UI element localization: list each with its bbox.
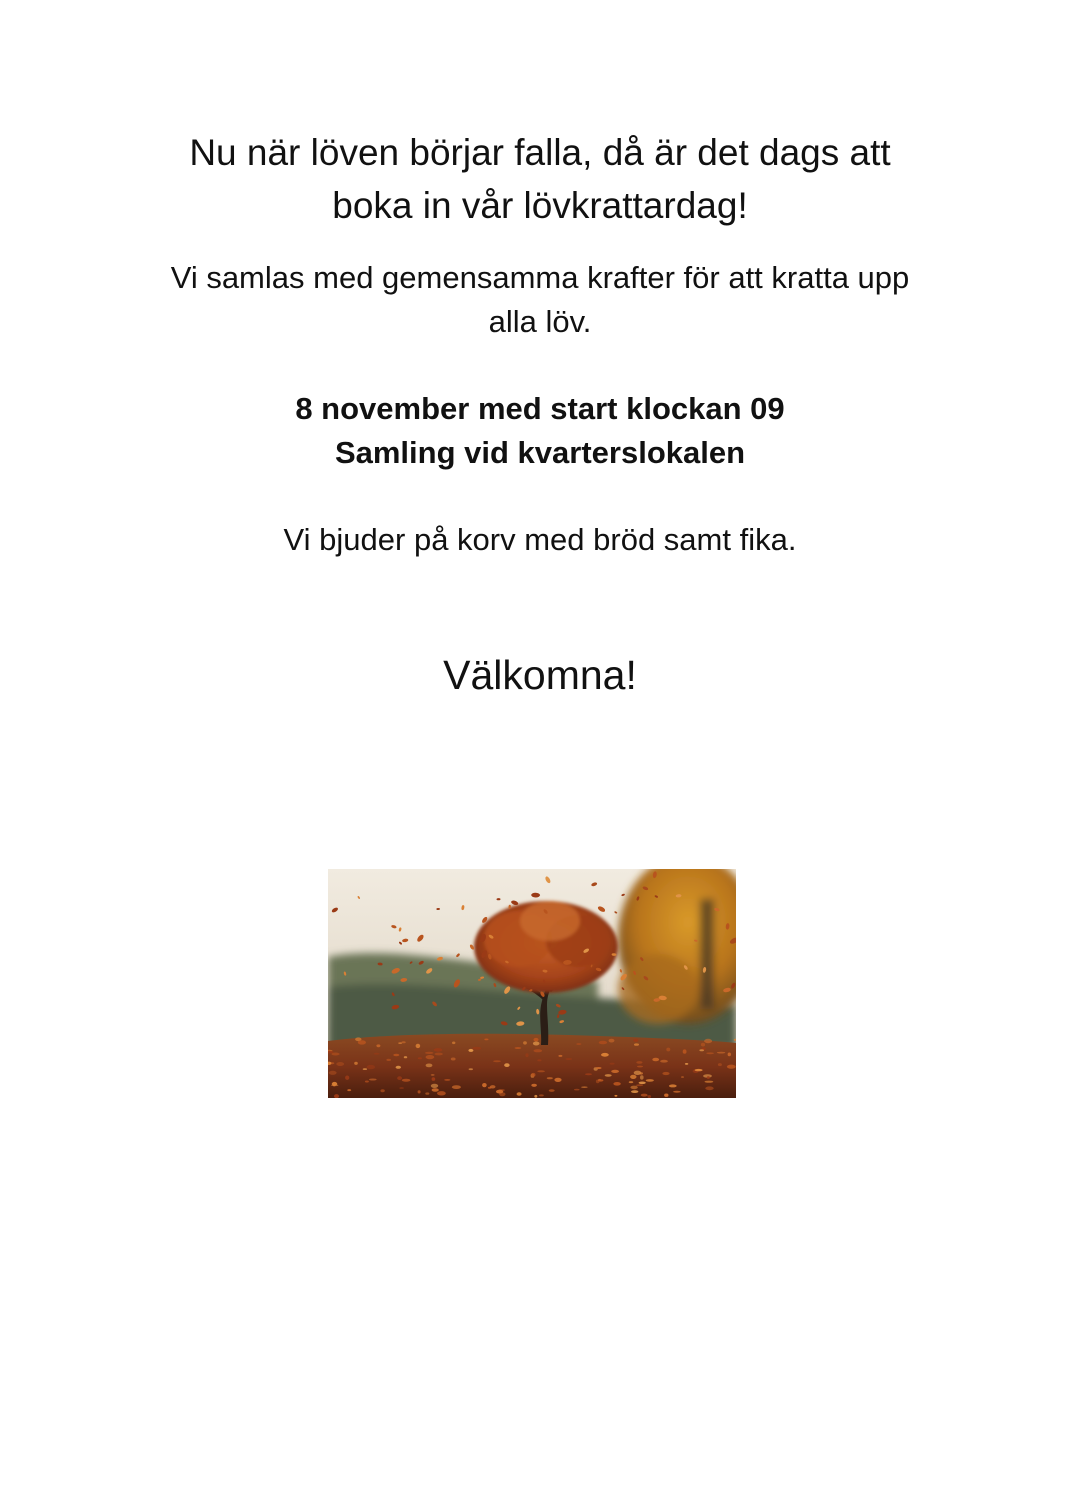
ground-leaf [717, 1052, 725, 1054]
ground-leaf [386, 1059, 391, 1061]
ground-leaf [426, 1055, 435, 1059]
autumn-tree-image [328, 869, 736, 1098]
ground-leaf [402, 1041, 406, 1043]
ground-leaf [482, 1083, 487, 1087]
ground-leaf [404, 1056, 407, 1058]
ground-leaf [426, 1064, 433, 1068]
ground-leaf [431, 1084, 438, 1088]
ground-leaf [425, 1052, 434, 1054]
ground-leaf [728, 1053, 731, 1057]
ground-leaf [437, 1091, 446, 1095]
ground-leaf [695, 1069, 703, 1071]
ground-leaf [525, 1053, 528, 1057]
ground-leaf [585, 1073, 592, 1075]
event-location: Samling vid kvarterslokalen [334, 435, 746, 470]
ground-leaf [523, 1041, 527, 1044]
ground-leaf [452, 1085, 461, 1089]
background-tree [618, 869, 736, 1024]
ground-leaf [331, 1084, 338, 1086]
ground-leaf [701, 1043, 705, 1047]
ground-leaf [490, 1085, 496, 1088]
ground-leaf [537, 1059, 541, 1061]
ground-leaf [706, 1052, 714, 1054]
ground-leaf [431, 1074, 435, 1076]
ground-leaf [681, 1076, 684, 1078]
ground-leaf [565, 1058, 572, 1060]
ground-leaf [574, 1089, 580, 1091]
ground-leaf [418, 1057, 422, 1059]
ground-leaf [399, 1087, 404, 1089]
ground-leaf [634, 1043, 639, 1045]
ground-leaf [496, 1090, 503, 1094]
ground-leaf [613, 1082, 620, 1086]
ground-leaf [599, 1041, 607, 1045]
gather-line-1: Vi samlas med gemensamma krafter för att kratta upp [170, 260, 910, 295]
ground-leaf [531, 1073, 535, 1077]
ground-leaf [365, 1081, 369, 1083]
ground-leaf [472, 1047, 481, 1050]
ground-leaf [396, 1066, 401, 1069]
ground-leaf [718, 1063, 722, 1066]
ground-leaf [537, 1070, 545, 1072]
offer-text: Vi bjuder på korv med bröd samt fika. [283, 522, 797, 557]
ground-leaf [630, 1075, 636, 1079]
ground-leaf [331, 1053, 339, 1056]
ground-leaf [367, 1065, 375, 1069]
gather-text [120, 256, 960, 344]
ground-leaf [347, 1089, 351, 1091]
ground-leaf [534, 1049, 543, 1052]
ground-leaf [558, 1055, 562, 1057]
ground-leaf [648, 1095, 652, 1098]
ground-leaf [705, 1086, 713, 1090]
ground-leaf [432, 1088, 439, 1091]
ground-leaf [380, 1089, 384, 1092]
ground-leaf [660, 1060, 668, 1063]
ground-leaf [451, 1058, 456, 1061]
ground-leaf [598, 1079, 604, 1081]
ground-leaf [611, 1070, 619, 1073]
event-date-time: 8 november med start klockan 09 [295, 391, 785, 426]
ground-leaf [705, 1081, 714, 1083]
ground-leaf [369, 1079, 377, 1081]
ground-leaf [374, 1053, 380, 1055]
ground-leaf [531, 1084, 537, 1087]
ground-leaf [452, 1042, 455, 1045]
ground-leaf [699, 1049, 704, 1051]
ground-leaf [641, 1094, 648, 1097]
ground-leaf [418, 1090, 421, 1093]
ground-leaf [614, 1095, 617, 1097]
ground-leaf [669, 1084, 677, 1087]
ground-leaf [539, 1094, 544, 1096]
ground-leaf [605, 1074, 612, 1077]
ground-leaf [425, 1092, 429, 1094]
ground-leaf [662, 1072, 669, 1075]
ground-leaf [683, 1049, 687, 1053]
ground-leaf [534, 1038, 539, 1042]
ground-leaf [434, 1048, 443, 1052]
intro-line-2: boka in vår lövkrattardag! [332, 185, 748, 226]
tree-crown [474, 901, 618, 993]
ground-leaf [354, 1062, 358, 1065]
ground-leaf [376, 1044, 380, 1047]
ground-leaf [704, 1039, 712, 1043]
ground-leaf [432, 1077, 436, 1081]
ground-leaf [345, 1076, 349, 1080]
ground-leaf [504, 1063, 509, 1067]
ground-leaf [493, 1060, 501, 1062]
ground-leaf [640, 1075, 644, 1079]
ground-leaf [576, 1043, 581, 1045]
intro-line-1: Nu när löven börjar falla, då är det dags att [189, 132, 891, 173]
event-details [120, 387, 960, 475]
ground-leaf [329, 1071, 337, 1075]
ground-leaf [484, 1039, 488, 1041]
ground-leaf [631, 1090, 638, 1093]
intro-heading [120, 126, 960, 232]
ground-leaf [444, 1079, 450, 1081]
ground-leaf [515, 1047, 522, 1049]
ground-leaf [646, 1079, 654, 1082]
ground-leaf [664, 1094, 668, 1097]
ground-leaf [533, 1042, 540, 1046]
ground-leaf [534, 1095, 537, 1098]
ground-leaf [435, 1053, 443, 1056]
ground-leaf [639, 1072, 643, 1074]
ground-leaf [637, 1066, 643, 1068]
ground-leaf [707, 1076, 710, 1079]
ground-leaf [416, 1044, 421, 1048]
ground-leaf [673, 1091, 681, 1093]
ground-leaf [727, 1065, 736, 1069]
ground-leaf [393, 1054, 399, 1057]
ground-leaf [517, 1092, 522, 1096]
ground-leaf [629, 1081, 633, 1083]
ground-leaf [469, 1068, 473, 1070]
ground-leaf [610, 1063, 615, 1065]
ground-leaf [336, 1062, 344, 1066]
ground-leaf [685, 1063, 688, 1065]
ground-leaf [630, 1086, 637, 1090]
ground-leaf [636, 1084, 643, 1086]
ground-leaf [609, 1039, 615, 1043]
ground-leaf [652, 1058, 659, 1062]
ground-leaf [402, 1079, 411, 1082]
welcome-text: Välkomna! [443, 652, 637, 698]
ground-leaf [549, 1089, 555, 1092]
ground-leaves [328, 1034, 736, 1098]
ground-leaf [633, 1039, 638, 1042]
ground-leaf [581, 1086, 588, 1088]
ground-leaf [636, 1061, 642, 1064]
ground-leaf [397, 1076, 402, 1080]
ground-leaf [554, 1078, 561, 1082]
ground-leaf [666, 1048, 670, 1052]
ground-leaf [596, 1067, 602, 1069]
ground-leaf [601, 1053, 609, 1057]
ground-leaf [363, 1068, 367, 1070]
ground-leaf [547, 1077, 553, 1079]
ground-leaf [639, 1082, 646, 1085]
ground-leaf [358, 1040, 366, 1044]
ground-leaf [468, 1049, 473, 1052]
gather-line-2: alla löv. [488, 304, 592, 339]
